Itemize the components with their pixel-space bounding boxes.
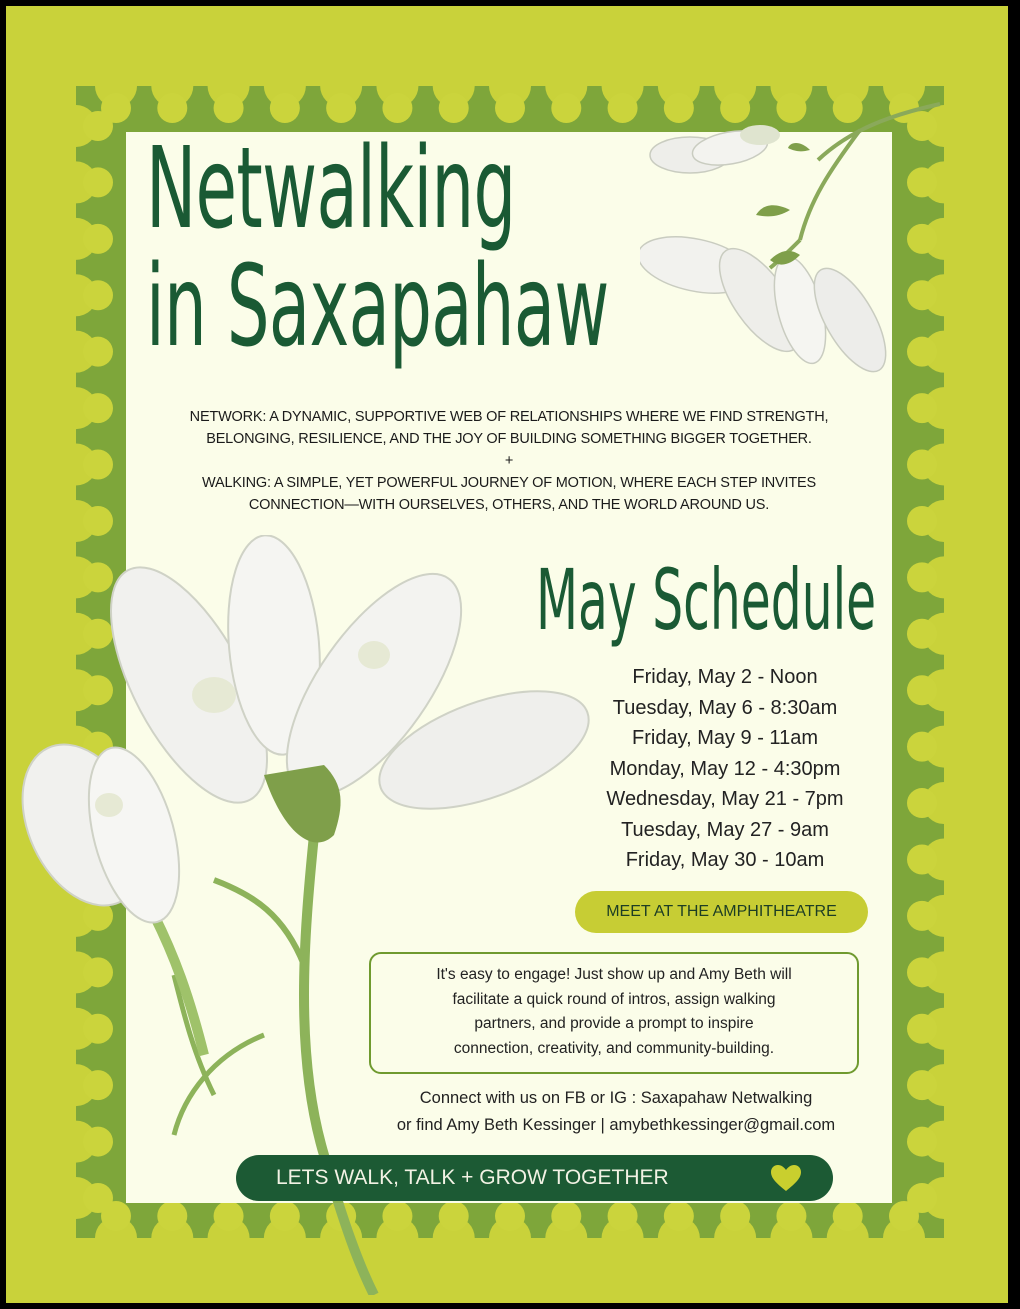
stamp-scallop — [83, 280, 113, 310]
email-line: or find Amy Beth Kessinger | amybethkessinger@gmail.com — [396, 1116, 836, 1134]
schedule-heading: May Schedule — [536, 551, 877, 649]
schedule-item: Friday, May 2 - Noon — [632, 666, 818, 688]
walking-definition-line-2: CONNECTION—WITH OURSELVES, OTHERS, AND THE WORLD AROUND US. — [248, 497, 770, 513]
stamp-scallop — [382, 93, 412, 123]
schedule-item: Friday, May 9 - 11am — [632, 727, 818, 749]
stamp-scallop — [270, 93, 300, 123]
title-line-2: in Saxapahaw — [146, 242, 609, 372]
stamp-scallop — [907, 901, 937, 931]
stamp-scallop — [83, 111, 113, 141]
stamp-scallop — [907, 393, 937, 423]
stamp-scallop — [157, 93, 187, 123]
stamp-scallop — [83, 506, 113, 536]
tagline-banner — [236, 1155, 833, 1201]
stamp-scallop — [83, 393, 113, 423]
info-line: facilitate a quick round of intros, assign walking — [452, 990, 776, 1008]
walking-definition-line-1: WALKING: A SIMPLE, YET POWERFUL JOURNEY OF MOTION, WHERE EACH STEP INVITES — [202, 475, 816, 491]
contact-info — [326, 1085, 906, 1139]
social-line: Connect with us on FB or IG : Saxapahaw Netwalking — [419, 1089, 813, 1107]
stamp-scallop — [907, 450, 937, 480]
stamp-scallop — [907, 957, 937, 987]
stamp-scallop — [551, 93, 581, 123]
info-line: partners, and provide a prompt to inspire — [474, 1015, 754, 1032]
meet-location-badge: MEET AT THE AMPHITHEATRE — [575, 891, 868, 933]
title-line-1: Netwalking — [146, 124, 516, 254]
stamp-scallop — [495, 93, 525, 123]
plus-sign: + — [504, 453, 514, 469]
info-line: It's easy to engage! Just show up and Amy Beth will — [436, 966, 792, 983]
stamp-scallop — [907, 506, 937, 536]
stamp-scallop — [907, 675, 937, 705]
stamp-scallop — [439, 93, 469, 123]
stamp-scallop — [907, 562, 937, 592]
stamp-scallop — [907, 1014, 937, 1044]
info-line: connection, creativity, and community-building. — [453, 1039, 775, 1057]
schedule-item: Monday, May 12 - 4:30pm — [609, 757, 841, 780]
stamp-scallop — [907, 1070, 937, 1100]
stamp-scallop — [907, 844, 937, 874]
stamp-scallop — [83, 224, 113, 254]
stamp-scallop — [907, 1183, 937, 1213]
definitions — [126, 406, 892, 516]
stamp-scallop — [214, 93, 244, 123]
stamp-scallop — [907, 1127, 937, 1157]
stamp-scallop — [907, 732, 937, 762]
network-definition-line-1: NETWORK: A DYNAMIC, SUPPORTIVE WEB OF RELATIONSHIPS WHERE WE FIND STRENGTH, — [189, 409, 829, 425]
stamp-scallop — [776, 1201, 806, 1231]
schedule-list — [570, 662, 880, 876]
network-definition-line-2: BELONGING, RESILIENCE, AND THE JOY OF BUILDING SOMETHING BIGGER TOGETHER. — [206, 431, 812, 447]
stamp-scallop — [907, 619, 937, 649]
stamp-scallop — [833, 1201, 863, 1231]
heart-icon — [770, 1164, 802, 1192]
stamp-scallop — [608, 93, 638, 123]
stamp-scallop — [664, 1201, 694, 1231]
page-title — [146, 124, 609, 372]
schedule-item: Tuesday, May 27 - 9am — [621, 818, 829, 841]
stamp-scallop — [907, 788, 937, 818]
stamp-scallop — [83, 167, 113, 197]
stamp-scallop — [326, 93, 356, 123]
tagline-text: LETS WALK, TALK + GROW TOGETHER — [276, 1166, 669, 1189]
schedule-item: Wednesday, May 21 - 7pm — [606, 788, 844, 810]
stamp-scallop — [83, 337, 113, 367]
flower-top-right-illustration — [640, 90, 950, 390]
schedule-item: Friday, May 30 - 10am — [625, 849, 825, 871]
info-box — [369, 952, 859, 1074]
stamp-scallop — [83, 450, 113, 480]
stamp-scallop — [720, 1201, 750, 1231]
schedule-item: Tuesday, May 6 - 8:30am — [612, 696, 838, 719]
